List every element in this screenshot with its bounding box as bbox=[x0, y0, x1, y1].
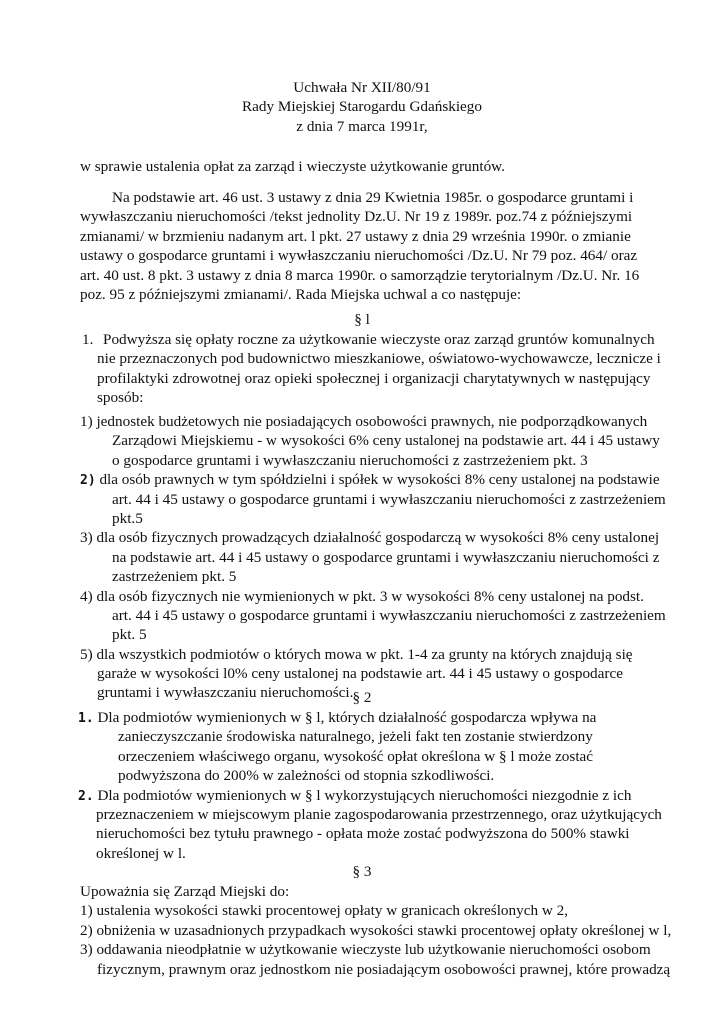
section-1-item-1 bbox=[80, 330, 661, 408]
point-number: 1) bbox=[80, 413, 93, 430]
item-text: nieruchomości bez tytułu prawnego - opłata może zostać podwyższona do 500% stawki bbox=[96, 825, 630, 843]
point-text: ustalenia wysokości stawki procentowej opłaty w granicach określonych w 2, bbox=[96, 902, 568, 920]
item-text: przeznaczeniem w miejscowym planie zagospodarowania przestrzennego, oraz użytkujących bbox=[96, 805, 662, 823]
item-text: określonej w l. bbox=[96, 844, 186, 862]
section-2-title: § 2 bbox=[352, 689, 372, 706]
item-text: profilaktyki zdrowotnej oraz opieki społecznej i organizacji charytatywnych w następujący bbox=[97, 369, 651, 387]
point-text: pkt.5 bbox=[112, 509, 143, 527]
section-1-points bbox=[80, 412, 666, 703]
point-text: pkt. 5 bbox=[112, 626, 147, 644]
item-text: Podwyższa się opłaty roczne za użytkowanie wieczyste oraz zarząd gruntów komunalnych bbox=[103, 331, 655, 348]
item-text: nie przeznaczonych pod budownictwo mieszkaniowe, oświatowo-wychowawcze, lecznicze i bbox=[97, 350, 661, 368]
point-text: o gospodarce gruntami i wywłaszczaniu nieruchomości z zastrzeżeniem pkt. 3 bbox=[112, 451, 588, 469]
point-text: art. 44 i 45 ustawy o gospodarce gruntami i wywłaszczaniu nieruchomości z zastrzeżeniem bbox=[112, 490, 666, 508]
preamble-line: art. 40 ust. 8 pkt. 3 ustawy z dnia 8 marca 1990r. o samorządzie terytorialnym /Dz.U. Nr. 16 bbox=[80, 266, 640, 284]
point-text: gruntami i wywłaszczaniu nieruchomości. bbox=[97, 684, 354, 702]
point-text: obniżenia w uzasadnionych przypadkach wysokości stawki procentowej opłaty określonej w l, bbox=[96, 921, 672, 939]
point-text: Zarządowi Miejskiemu - w wysokości 6% ceny ustalonej na podstawie art. 44 i 45 ustawy bbox=[112, 432, 660, 450]
point-number: 3) bbox=[80, 529, 93, 547]
point-text: na podstawie art. 44 i 45 ustawy o gospodarce gruntami i wywłaszczaniu nieruchomości z bbox=[112, 548, 660, 566]
preamble-line: wywłaszczaniu nieruchomości /tekst jednolity Dz.U. Nr 19 z 1989r. poz.74 z późniejszymi bbox=[80, 208, 633, 226]
resolution-header bbox=[0, 78, 724, 136]
item-number: 1. bbox=[78, 711, 94, 726]
point-number: 2) bbox=[80, 921, 93, 939]
point-text: garaże w wysokości l0% ceny ustalonej na podstawie art. 44 i 45 ustawy o gospodarce bbox=[97, 665, 623, 683]
point-text: zastrzeżeniem pkt. 5 bbox=[112, 568, 237, 586]
item-text: sposób: bbox=[97, 389, 144, 407]
item-text: zanieczyszczanie środowiska naturalnego, jeżeli fakt ten zostanie stwierdzony bbox=[118, 728, 593, 746]
item-number: 1. bbox=[82, 331, 94, 348]
resolution-date: z dnia 7 marca 1991r, bbox=[296, 117, 428, 135]
council-name: Rady Miejskiej Starogardu Gdańskiego bbox=[241, 98, 482, 116]
point-text: art. 44 i 45 ustawy o gospodarce gruntami i wywłaszczaniu nieruchomości z zastrzeżeniem bbox=[112, 606, 666, 624]
item-text: orzeczeniem właściwego organu, wysokość opłat określona w § l może zostać bbox=[118, 747, 594, 765]
section-3-content bbox=[80, 882, 672, 979]
point-number: 3) bbox=[80, 941, 93, 959]
point-text: dla osób fizycznych nie wymienionych w pkt. 3 w wysokości 8% ceny ustalonej na podst. bbox=[96, 587, 644, 605]
section-3-lead: Upoważnia się Zarząd Miejski do: bbox=[80, 883, 290, 900]
item-text: Dla podmiotów wymienionych w § l, których działalność gospodarcza wpływa na bbox=[97, 709, 597, 726]
section-1-title: § l bbox=[354, 311, 370, 328]
section-2-items bbox=[78, 708, 662, 863]
preamble-line: poz. 95 z późniejszymi zmianami/. Rada Miejska uchwal a co następuje: bbox=[80, 286, 522, 304]
preamble-line: Na podstawie art. 46 ust. 3 ustawy z dnia 29 Kwietnia 1985r. o gospodarce gruntami i bbox=[112, 189, 634, 206]
preamble-line: zmianami/ w brzmieniu nadanym art. l pkt. 27 ustawy z dnia 29 września 1990r. o zmianie bbox=[80, 227, 631, 245]
resolution-number: Uchwała Nr XII/80/91 bbox=[293, 79, 431, 96]
point-text: jednostek budżetowych nie posiadających osobowości prawnych, nie podporządkowanych bbox=[96, 413, 648, 430]
point-text: oddawania nieodpłatnie w użytkowanie wieczyste lub użytkowanie nieruchomości osobom bbox=[96, 941, 651, 959]
point-text: dla osób fizycznych prowadzących działalność gospodarczą w wysokości 8% ceny ustalonej bbox=[96, 529, 660, 547]
item-text: Dla podmiotów wymienionych w § l wykorzystujących nieruchomości niezgodnie z ich bbox=[97, 786, 632, 804]
point-text: fizycznym, prawnym oraz jednostkom nie posiadającym osobowości prawnej, które prowadzą bbox=[97, 960, 671, 978]
section-3-title: § 3 bbox=[352, 863, 372, 880]
point-text: dla osób prawnych w tym spółdzielni i spółek w wysokości 8% ceny ustalonej na podstawie bbox=[99, 471, 660, 489]
point-number: 1) bbox=[80, 902, 93, 920]
preamble bbox=[80, 188, 644, 304]
resolution-topic: w sprawie ustalenia opłat za zarząd i wieczyste użytkowanie gruntów. bbox=[80, 158, 505, 175]
preamble-line: ustawy o gospodarce gruntami i wywłaszczaniu nieruchomości /Dz.U. Nr 79 poz. 464/ oraz bbox=[80, 247, 638, 265]
point-number: 2) bbox=[80, 473, 96, 489]
item-text: podwyższona do 200% w zależności od stopnia szkodliwości. bbox=[118, 767, 495, 785]
point-number: 4) bbox=[80, 587, 93, 605]
point-number: 5) bbox=[80, 645, 93, 663]
item-number: 2. bbox=[78, 788, 94, 804]
point-text: dla wszystkich podmiotów o których mowa w pkt. 1-4 za grunty na których znajdują się bbox=[96, 645, 633, 663]
